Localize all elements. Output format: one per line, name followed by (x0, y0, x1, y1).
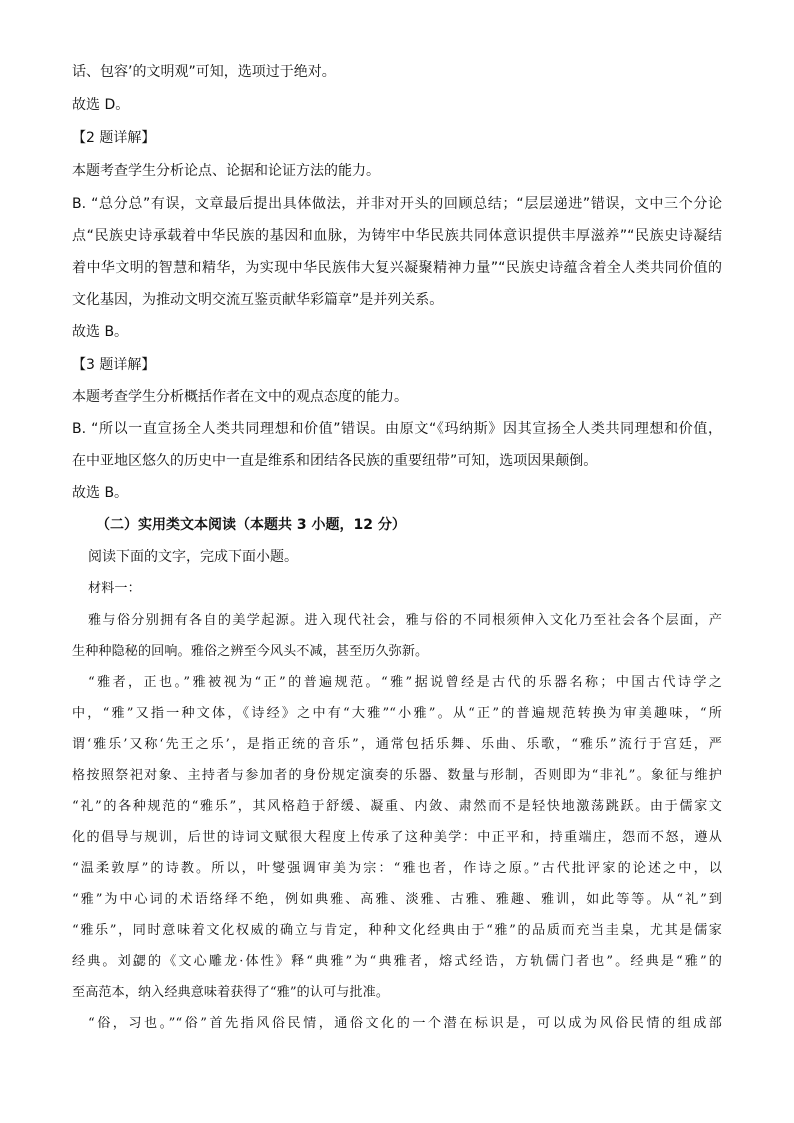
text-line: 生种种隐秘的回响。雅俗之辨至今风头不减，甚至历久弥新。 (72, 644, 429, 659)
text-line: 故选 B。 (72, 324, 129, 340)
text-line: 话、包容’的文明观”可知，选项过于绝对。 (72, 64, 336, 80)
text-line: 格按照祭祀对象、主持者与参加者的身份规定演奏的乐器、数量与形制，否则即为“非礼”。象征与维护 (72, 768, 722, 783)
text-line: 故选 B。 (72, 485, 129, 501)
text-line: 经典。刘勰的《文心雕龙·体性》释“典雅”为“典雅者，熔式经诰，方轨儒门者也”。经典是“雅”的 (72, 954, 722, 969)
text-line: “俗，习也。”“俗”首先指风俗民情，通俗文化的一个潜在标识是，可以成为风俗民情的组成部 (88, 1016, 722, 1031)
text-line: 谓‘雅乐’又称‘先王之乐’，是指正统的音乐”，通常包括乐舞、乐曲、乐歌，“雅乐”流行于宫廷，严 (72, 737, 722, 752)
text-line: B. “所以一直宣扬全人类共同理想和价值”错误。由原文“《玛纳斯》因其宣扬全人类共同理想和价值， (72, 421, 722, 437)
text-line: “雅乐”，同时意味着文化权威的确立与肯定，种种文化经典由于“雅”的品质而充当圭臬，尤其是儒家 (72, 923, 722, 938)
text-line: 故选 D。 (72, 97, 130, 113)
text-line: 在中亚地区悠久的历史中一直是维系和团结各民族的重要纽带”可知，选项因果颠倒。 (72, 453, 598, 469)
text-line: 中，“雅”又指一种文体，《诗经》之中有“大雅”“小雅”。从“正”的普遍规范转换为审美趣味，“所 (72, 706, 722, 721)
text-line: 着中华文明的智慧和精华，为实现中华民族伟大复兴凝聚精神力量”“民族史诗蕴含着全人类共同价值的 (72, 260, 722, 276)
material-label: 材料一： (88, 581, 141, 596)
text-line: 化的倡导与规训，后世的诗词文赋很大程度上传承了这种美学：中正平和，持重端庄，怨而不怒，遵从 (72, 830, 722, 845)
text-line: 阅读下面的文字，完成下面小题。 (88, 549, 298, 565)
text-line: 至高范本，纳入经典意味着获得了“雅”的认可与批准。 (72, 985, 390, 1000)
text-line: 点“民族史诗承载着中华民族的基因和血脉，为铸牢中华民族共同体意识提供丰厚滋养”“民族史诗凝结 (72, 228, 722, 244)
text-line: “温柔敦厚”的诗教。所以，叶燮强调审美为宗：“雅也者，作诗之原。”古代批评家的论述之中，以 (72, 861, 722, 876)
text-line: 文化基因，为推动文明交流互鉴贡献华彩篇章”是并列关系。 (72, 292, 444, 308)
text-line: 本题考查学生分析论点、论据和论证方法的能力。 (72, 163, 380, 179)
section-heading: （二）实用类文本阅读（本题共 3 小题，12 分） (96, 517, 406, 533)
text-line: 本题考查学生分析概括作者在文中的观点态度的能力。 (72, 389, 408, 405)
text-line: “礼”的各种规范的“雅乐”，其风格趋于舒缓、凝重、内敛、肃然而不是轻快地激荡跳跃。由于儒家文 (72, 799, 722, 814)
section-label: 【2 题详解】 (72, 130, 156, 146)
text-line: “雅者，正也。”雅被视为“正”的普遍规范。“雅”据说曾经是古代的乐器名称；中国古代诗学之 (88, 675, 722, 690)
text-line: 雅与俗分别拥有各自的美学起源。进入现代社会，雅与俗的不同根须伸入文化乃至社会各个层面，产 (88, 613, 722, 628)
text-line: B. “总分总”有误，文章最后提出具体做法，并非对开头的回顾总结；“层层递进”错误，文中三个分论 (72, 196, 722, 212)
section-label: 【3 题详解】 (72, 357, 156, 373)
text-line: “雅”为中心词的术语络绎不绝，例如典雅、高雅、淡雅、古雅、雅趣、雅训，如此等等。从“礼”到 (72, 892, 722, 907)
